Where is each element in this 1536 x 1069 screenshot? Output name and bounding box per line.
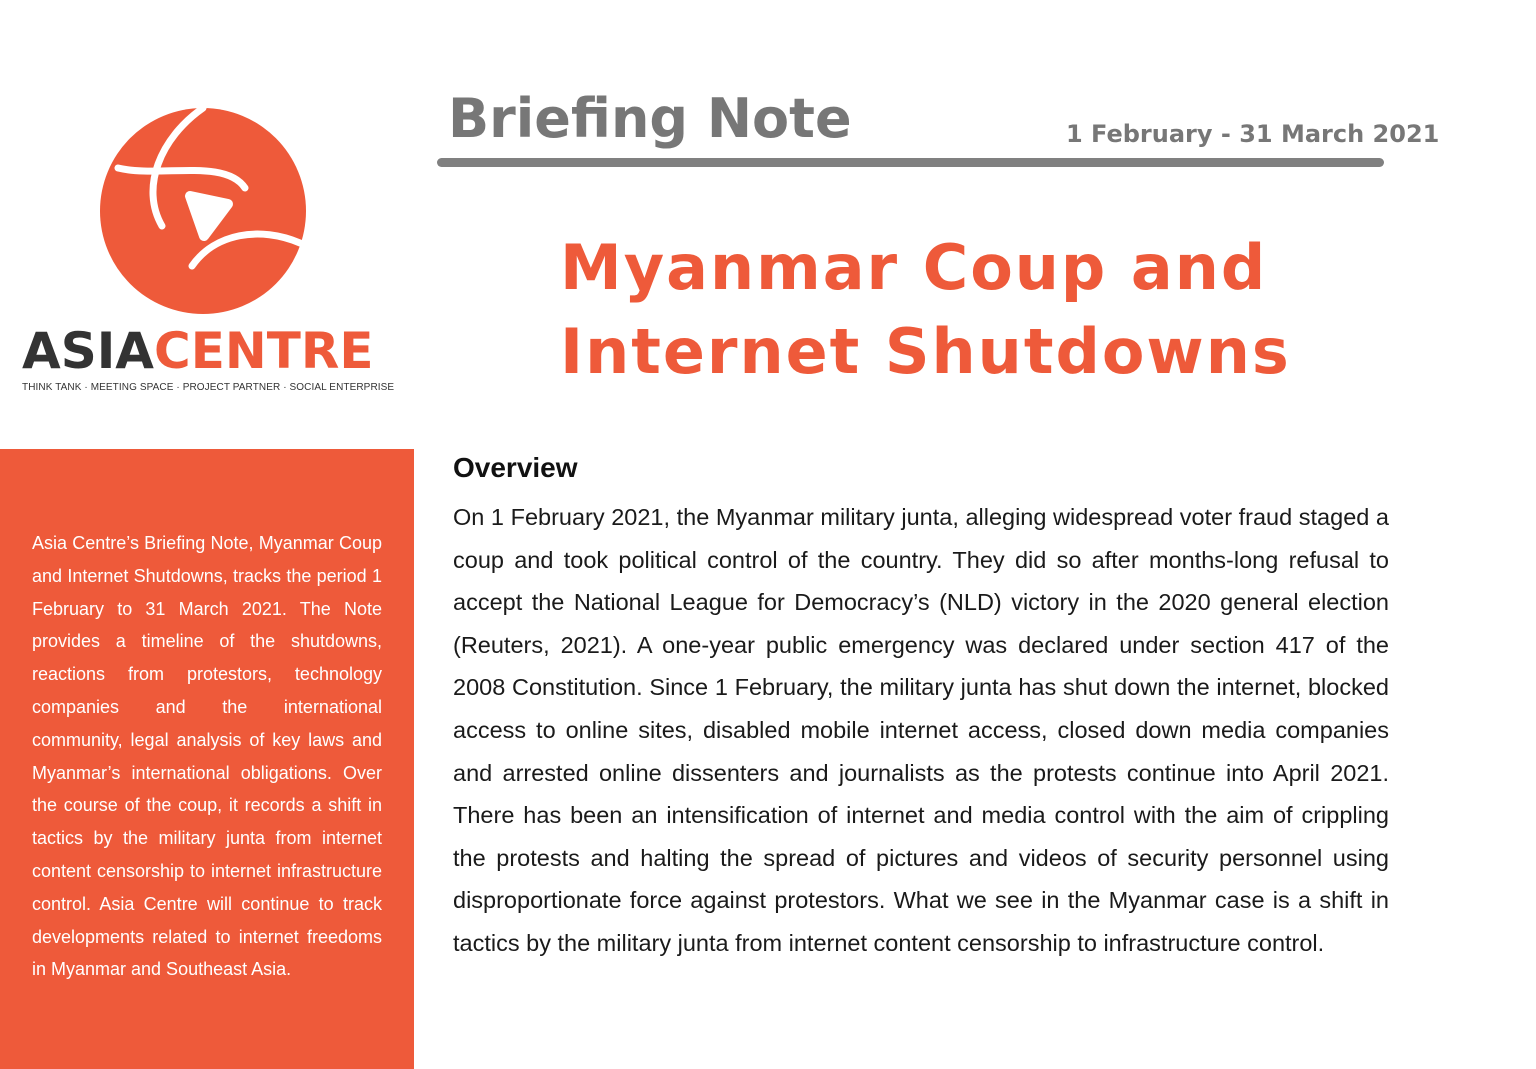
brand-part-centre: CENTRE	[154, 322, 374, 380]
title-line-1: Myanmar Coup and	[560, 231, 1268, 304]
document-type: Briefing Note	[448, 87, 852, 150]
page-title	[560, 226, 1320, 394]
brand-wordmark	[22, 322, 402, 380]
title-line-2: Internet Shutdowns	[560, 315, 1291, 388]
summary-text: Asia Centre’s Briefing Note, Myanmar Coup and Internet Shutdowns, tracks the period 1 February to 31 March 2021. The Note provides a timeline of the shutdowns, reactions from protestors, technology companies and the international community, legal analysis of key laws and Myanmar’s international obligations. Over the course of the coup, it records a shift in tactics by the military junta from internet content censorship to internet infrastructure control. Asia Centre will continue to track developments related to internet freedoms in Myanmar and Southeast Asia.	[32, 533, 382, 980]
overview-heading: Overview	[453, 452, 578, 483]
overview-body: On 1 February 2021, the Myanmar military junta, alleging widespread voter fraud staged a coup and took political control of the country. They did so after months-long refusal to accept the National League for Democracy’s (NLD) victory in the 2020 general election (Reuters, 2021). A one-year public emergency was declared under section 417 of the 2008 Constitution. Since 1 February, the military junta has shut down the internet, blocked access to online sites, disabled mobile internet access, closed down media companies and arrested online dissenters and journalists as the protests continue into April 2021. There has been an intensification of internet and media control with the aim of crippling the protests and halting the spread of pictures and videos of security personnel using disproportionate force against protestors. What we see in the Myanmar case is a shift in tactics by the military junta from internet content censorship to infrastructure control.	[453, 504, 1389, 956]
header-divider	[437, 158, 1384, 167]
brand-tagline: THINK TANK · MEETING SPACE · PROJECT PARTNER · SOCIAL ENTERPRISE	[22, 382, 395, 393]
brand-part-asia: ASIA	[22, 322, 155, 380]
date-range: 1 February - 31 March 2021	[1066, 120, 1440, 148]
asia-centre-logo-icon	[100, 108, 306, 314]
